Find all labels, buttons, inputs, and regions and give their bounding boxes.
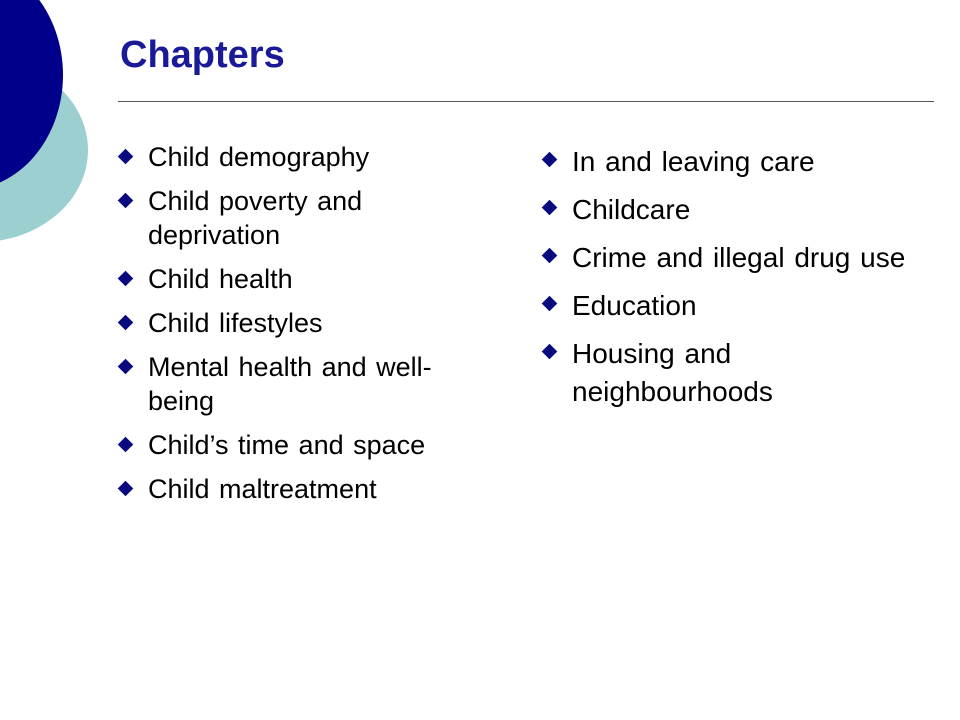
right-chapter-list: [540, 143, 920, 421]
title-divider: [118, 101, 934, 102]
diamond-bullet-icon: [118, 437, 134, 453]
diamond-bullet-icon: [118, 359, 134, 375]
list-item: [540, 335, 920, 411]
diamond-bullet-icon: [118, 481, 134, 497]
list-item-label: Child lifestyles: [148, 308, 323, 338]
diamond-bullet-icon: [118, 193, 134, 209]
list-item-label: Child poverty and deprivation: [148, 186, 363, 250]
list-item-label: Child health: [148, 264, 293, 294]
list-item: [540, 239, 920, 277]
diamond-bullet-icon: [118, 149, 134, 165]
list-item-label: Housing and neighbourhoods: [572, 338, 773, 407]
diamond-bullet-icon: [542, 152, 558, 168]
left-chapter-list: [116, 140, 496, 516]
diamond-bullet-icon: [542, 296, 558, 312]
list-item-label: Child demography: [148, 142, 370, 172]
list-item: [116, 140, 496, 174]
list-item-label: In and leaving care: [572, 146, 815, 177]
diamond-bullet-icon: [542, 344, 558, 360]
corner-circles-decoration: [0, 0, 120, 260]
diamond-bullet-icon: [542, 200, 558, 216]
diamond-bullet-icon: [118, 271, 134, 287]
slide-title: Chapters: [120, 34, 285, 76]
list-item: [116, 184, 496, 252]
list-item-label: Crime and illegal drug use: [572, 242, 906, 273]
list-item: [116, 428, 496, 462]
list-item-label: Mental health and well-being: [148, 352, 432, 416]
list-item-label: Child’s time and space: [148, 430, 426, 460]
list-item: [116, 306, 496, 340]
list-item: [540, 191, 920, 229]
diamond-bullet-icon: [542, 248, 558, 264]
list-item: [540, 143, 920, 181]
list-item-label: Education: [572, 290, 697, 321]
list-item: [116, 262, 496, 296]
list-item: [540, 287, 920, 325]
list-item: [116, 472, 496, 506]
list-item-label: Childcare: [572, 194, 691, 225]
list-item-label: Child maltreatment: [148, 474, 377, 504]
diamond-bullet-icon: [118, 315, 134, 331]
list-item: [116, 350, 496, 418]
